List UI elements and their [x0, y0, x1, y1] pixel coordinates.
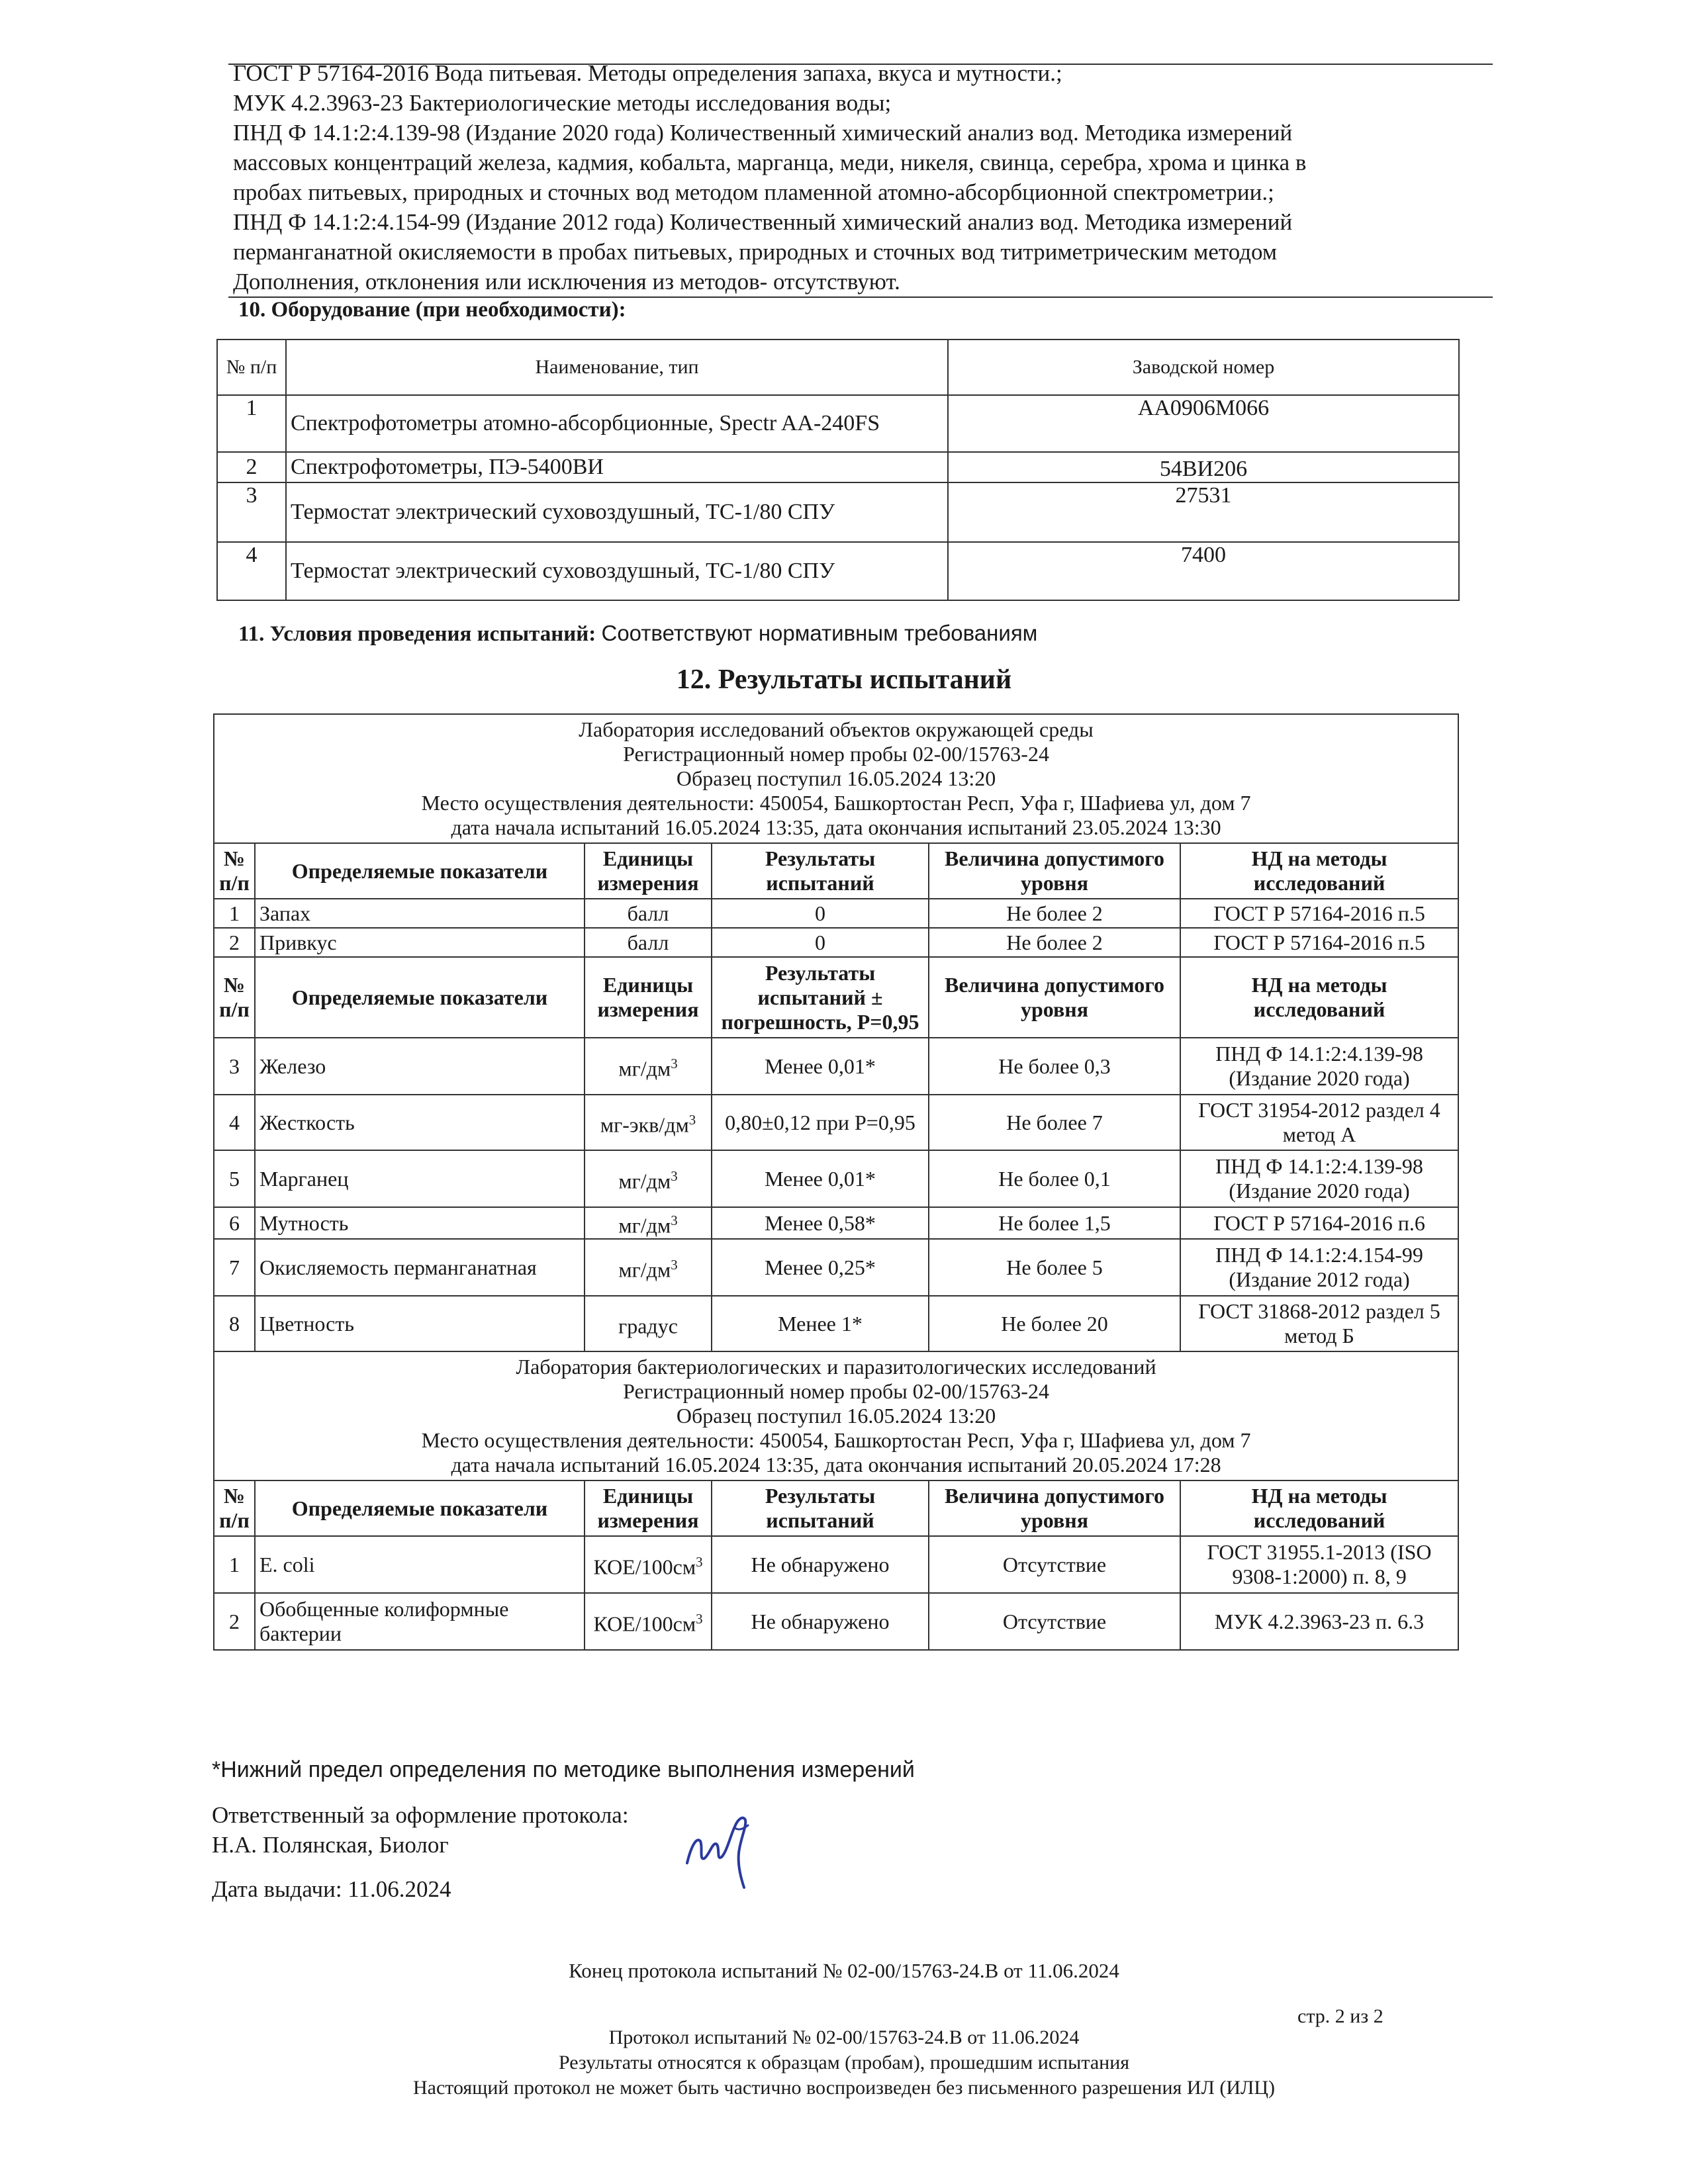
row-num: 6 [214, 1207, 255, 1239]
row-num: 5 [214, 1150, 255, 1207]
unit-text: мг/дм [618, 1257, 671, 1282]
lab1-name: Лаборатория исследований объектов окружающей среды [579, 717, 1094, 741]
equipment-col-name: Наименование, тип [286, 340, 948, 395]
col-result: Результаты испытаний [712, 1480, 929, 1536]
equipment-num: 1 [217, 395, 286, 452]
row-indicator: Мутность [255, 1207, 585, 1239]
table-row [214, 1150, 1458, 1207]
lab1-location: Место осуществления деятельности: 450054, Башкортостан Респ, Уфа г, Шафиева ул, дом 7 [421, 791, 1251, 815]
row-indicator: Цветность [255, 1296, 585, 1351]
row-unit [585, 1296, 712, 1351]
row-unit [585, 1150, 712, 1207]
col-unit: Единицы измерения [585, 843, 712, 899]
row-limit: Не более 7 [929, 1095, 1180, 1150]
responsible-block [212, 1800, 629, 1860]
row-method: ГОСТ 31954-2012 раздел 4 метод А [1180, 1095, 1458, 1150]
methods-line: ГОСТ Р 57164-2016 Вода питьевая. Методы определения запаха, вкуса и мутности.; [233, 60, 1062, 86]
unit-text: градус [618, 1314, 678, 1338]
footer-line: Настоящий протокол не может быть частично воспроизведен без письменного разрешения ИЛ (ИЛЦ) [412, 2077, 1276, 2099]
col-unit: Единицы измерения [585, 957, 712, 1038]
methods-line: массовых концентраций железа, кадмия, кобальта, марганца, меди, никеля, свинца, серебра, хрома и цинка в [233, 150, 1307, 175]
row-result: 0 [712, 928, 929, 957]
footer-line: Результаты относятся к образцам (пробам), прошедшим испытания [558, 2052, 1130, 2073]
table-row [217, 482, 1459, 542]
equipment-name: Термостат электрический суховоздушный, ТС-1/80 СПУ [286, 542, 948, 600]
table-row [214, 1593, 1458, 1650]
row-limit: Отсутствие [929, 1593, 1180, 1650]
responsible-name: Н.А. Полянская, Биолог [212, 1832, 449, 1858]
row-unit [585, 1239, 712, 1296]
col-result: Результаты испытаний ± погрешность, Р=0,95 [712, 957, 929, 1038]
equipment-heading: 10. Оборудование (при необходимости): [238, 298, 626, 322]
row-indicator: Железо [255, 1038, 585, 1095]
row-unit [585, 1207, 712, 1239]
methods-line: Дополнения, отклонения или исключения из методов- отсутствуют. [233, 269, 900, 295]
row-limit: Не более 0,3 [929, 1038, 1180, 1095]
equipment-col-num: № п/п [217, 340, 286, 395]
results-table [213, 713, 1459, 1651]
unit-text: мг/дм [618, 1213, 671, 1238]
row-method: ГОСТ Р 57164-2016 п.6 [1180, 1207, 1458, 1239]
table-row [214, 899, 1458, 928]
col-num: № п/п [214, 957, 255, 1038]
unit-text: мг/дм [618, 1169, 671, 1193]
col-method: НД на методы исследований [1180, 843, 1458, 899]
table-row [214, 1038, 1458, 1095]
col-method: НД на методы исследований [1180, 1480, 1458, 1536]
methods-line: перманганатной окисляемости в пробах питьевых, природных и сточных вод титриметрическим методом [233, 239, 1277, 265]
unit-exponent: 3 [671, 1257, 678, 1273]
row-result: Менее 0,01* [712, 1038, 929, 1095]
lab2-reg-number: Регистрационный номер пробы 02-00/15763-24 [623, 1379, 1049, 1403]
equipment-serial: AA0906M066 [948, 395, 1459, 452]
footer [0, 2025, 1688, 2101]
responsible-label: Ответственный за оформление протокола: [212, 1802, 629, 1828]
table-row [217, 452, 1459, 482]
row-method: ПНД Ф 14.1:2:4.139-98 (Издание 2020 года) [1180, 1038, 1458, 1095]
table-row [214, 1239, 1458, 1296]
row-result: Менее 1* [712, 1296, 929, 1351]
row-indicator: Запах [255, 899, 585, 928]
row-result: 0,80±0,12 при Р=0,95 [712, 1095, 929, 1150]
col-indicator: Определяемые показатели [255, 1480, 585, 1536]
equipment-name: Спектрофотометры атомно-абсорбционные, Spectr AA-240FS [286, 395, 948, 452]
row-limit: Не более 0,1 [929, 1150, 1180, 1207]
lab1-dates: дата начала испытаний 16.05.2024 13:35, дата окончания испытаний 23.05.2024 13:30 [451, 815, 1221, 839]
results-title: 12. Результаты испытаний [676, 664, 1012, 695]
row-result: Не обнаружено [712, 1536, 929, 1593]
row-limit: Не более 2 [929, 899, 1180, 928]
row-num: 8 [214, 1296, 255, 1351]
equipment-col-serial: Заводской номер [948, 340, 1459, 395]
unit-text: мг-экв/дм [600, 1113, 689, 1137]
table-row [214, 1536, 1458, 1593]
row-unit: балл [585, 928, 712, 957]
lab1-info [214, 714, 1458, 843]
lab2-name: Лаборатория бактериологических и паразитологических исследований [516, 1355, 1156, 1379]
footnote: *Нижний предел определения по методике выполнения измерений [212, 1757, 915, 1782]
row-method: ГОСТ Р 57164-2016 п.5 [1180, 899, 1458, 928]
row-num: 3 [214, 1038, 255, 1095]
row-num: 1 [214, 1536, 255, 1593]
equipment-name: Спектрофотометры, ПЭ-5400ВИ [286, 452, 948, 482]
protocol-end-line: Конец протокола испытаний № 02-00/15763-24.В от 11.06.2024 [569, 1959, 1119, 1982]
col-result: Результаты испытаний [712, 843, 929, 899]
row-num: 2 [214, 928, 255, 957]
unit-exponent: 3 [688, 1112, 696, 1128]
row-num: 2 [214, 1593, 255, 1650]
col-num: № п/п [214, 843, 255, 899]
row-indicator: E. coli [255, 1536, 585, 1593]
col-limit: Величина допустимого уровня [929, 957, 1180, 1038]
row-result: Менее 0,01* [712, 1150, 929, 1207]
lab2-location: Место осуществления деятельности: 450054, Башкортостан Респ, Уфа г, Шафиева ул, дом 7 [421, 1428, 1251, 1452]
lab1-received: Образец поступил 16.05.2024 13:20 [676, 766, 996, 790]
methods-list [233, 58, 1491, 296]
col-num: № п/п [214, 1480, 255, 1536]
lab2-dates: дата начала испытаний 16.05.2024 13:35, дата окончания испытаний 20.05.2024 17:28 [451, 1453, 1221, 1477]
methods-line: пробах питьевых, природных и сточных вод методом пламенной атомно-абсорбционной спектрометрии.; [233, 179, 1274, 205]
row-method: ПНД Ф 14.1:2:4.154-99 (Издание 2012 года) [1180, 1239, 1458, 1296]
row-unit [585, 1038, 712, 1095]
row-unit [585, 1536, 712, 1593]
row-limit: Не более 5 [929, 1239, 1180, 1296]
row-result: Менее 0,58* [712, 1207, 929, 1239]
row-result: Менее 0,25* [712, 1239, 929, 1296]
row-indicator: Окисляемость перманганатная [255, 1239, 585, 1296]
col-indicator: Определяемые показатели [255, 843, 585, 899]
unit-exponent: 3 [671, 1056, 678, 1071]
equipment-serial: 27531 [948, 482, 1459, 542]
test-conditions-label: 11. Условия проведения испытаний: [238, 622, 596, 646]
table-row [214, 1207, 1458, 1239]
unit-exponent: 3 [696, 1611, 703, 1627]
row-limit: Не более 2 [929, 928, 1180, 957]
row-num: 4 [214, 1095, 255, 1150]
signature-image [682, 1800, 755, 1893]
row-limit: Не более 20 [929, 1296, 1180, 1351]
table-row [217, 395, 1459, 452]
table-row [214, 1095, 1458, 1150]
col-limit: Величина допустимого уровня [929, 843, 1180, 899]
test-conditions [238, 621, 1037, 647]
table-row [214, 928, 1458, 957]
lab2-info [214, 1351, 1458, 1480]
row-limit: Отсутствие [929, 1536, 1180, 1593]
equipment-table [216, 339, 1460, 601]
unit-text: мг/дм [618, 1056, 671, 1081]
row-unit: балл [585, 899, 712, 928]
unit-text: КОЕ/100см [593, 1555, 696, 1579]
footer-line: Протокол испытаний № 02-00/15763-24.В от 11.06.2024 [608, 2026, 1080, 2048]
equipment-serial: 54ВИ206 [948, 452, 1459, 482]
row-unit [585, 1593, 712, 1650]
row-result: Не обнаружено [712, 1593, 929, 1650]
methods-line: ПНД Ф 14.1:2:4.154-99 (Издание 2012 года) Количественный химический анализ вод. Методика измерений [233, 209, 1293, 235]
table-row [217, 542, 1459, 600]
row-unit [585, 1095, 712, 1150]
col-unit: Единицы измерения [585, 1480, 712, 1536]
equipment-num: 2 [217, 452, 286, 482]
row-indicator: Жесткость [255, 1095, 585, 1150]
row-limit: Не более 1,5 [929, 1207, 1180, 1239]
equipment-num: 3 [217, 482, 286, 542]
equipment-serial: 7400 [948, 542, 1459, 600]
table-row [214, 1296, 1458, 1351]
test-conditions-value: Соответствуют нормативным требованиям [601, 621, 1038, 645]
issue-date: Дата выдачи: 11.06.2024 [212, 1876, 451, 1902]
lab2-received: Образец поступил 16.05.2024 13:20 [676, 1404, 996, 1428]
equipment-name: Термостат электрический суховоздушный, ТС-1/80 СПУ [286, 482, 948, 542]
col-limit: Величина допустимого уровня [929, 1480, 1180, 1536]
unit-exponent: 3 [671, 1212, 678, 1228]
methods-line: ПНД Ф 14.1:2:4.139-98 (Издание 2020 года) Количественный химический анализ вод. Методика измерений [233, 120, 1293, 146]
col-method: НД на методы исследований [1180, 957, 1458, 1038]
row-result: 0 [712, 899, 929, 928]
row-indicator: Привкус [255, 928, 585, 957]
row-num: 7 [214, 1239, 255, 1296]
row-indicator: Обобщенные колиформные бактерии [255, 1593, 585, 1650]
row-method: ГОСТ 31955.1-2013 (ISO 9308-1:2000) п. 8, 9 [1180, 1536, 1458, 1593]
row-method: МУК 4.2.3963-23 п. 6.3 [1180, 1593, 1458, 1650]
row-method: ГОСТ 31868-2012 раздел 5 метод Б [1180, 1296, 1458, 1351]
row-indicator: Марганец [255, 1150, 585, 1207]
row-method: ГОСТ Р 57164-2016 п.5 [1180, 928, 1458, 957]
col-indicator: Определяемые показатели [255, 957, 585, 1038]
unit-text: КОЕ/100см [593, 1612, 696, 1636]
unit-exponent: 3 [696, 1554, 703, 1570]
unit-exponent: 3 [671, 1168, 678, 1184]
row-num: 1 [214, 899, 255, 928]
equipment-num: 4 [217, 542, 286, 600]
row-method: ПНД Ф 14.1:2:4.139-98 (Издание 2020 года) [1180, 1150, 1458, 1207]
methods-line: МУК 4.2.3963-23 Бактериологические методы исследования воды; [233, 90, 892, 116]
page-number: стр. 2 из 2 [1297, 2005, 1383, 2027]
lab1-reg-number: Регистрационный номер пробы 02-00/15763-24 [623, 742, 1049, 766]
